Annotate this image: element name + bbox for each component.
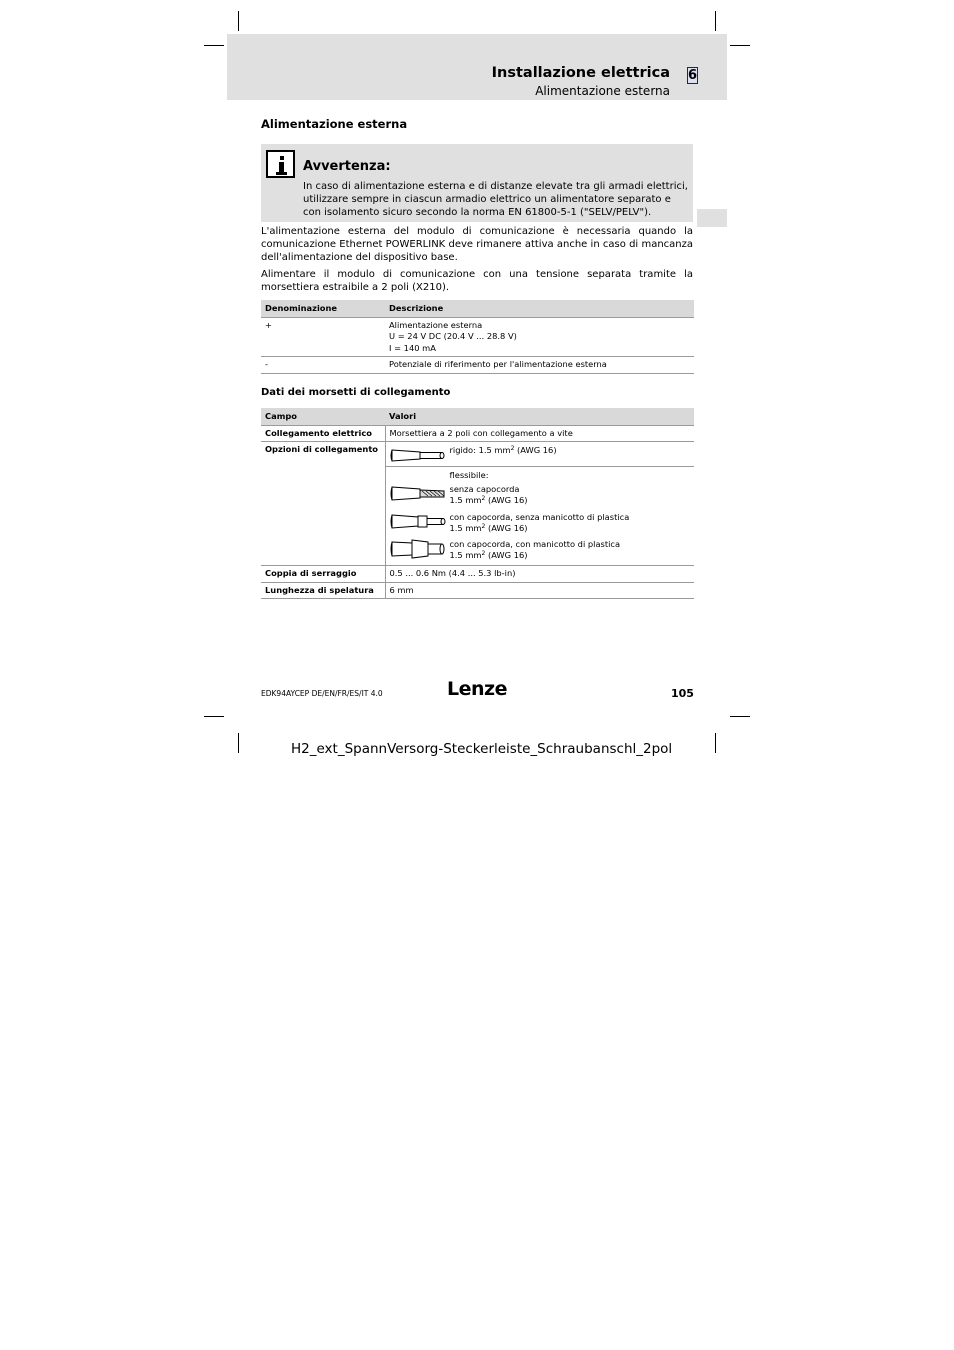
crop-mark: [715, 11, 716, 31]
table-header-row: [261, 300, 694, 317]
option-rigid: rigido: 1.5 $mm^2$ (AWG 16): [449, 445, 557, 455]
file-caption: H2_ext_SpannVersorg-Steckerleiste_Schraubanschl_2pol: [291, 741, 673, 757]
lenze-logo: Lenze: [447, 678, 507, 700]
note-text: In caso di alimentazione esterna e di distanze elevate tra gli armadi elettrici, utilizzare sempre in ciascun armadio elettrico un alimentatore separato e con isolamento sicuro secondo la norma EN 61800-5-1 ("SELV/PELV").: [303, 181, 688, 218]
table-header-row: [261, 408, 694, 425]
info-icon: [266, 150, 295, 178]
body-paragraph: Alimentare il modulo di comunicazione con una tensione separata tramite la morsettiera estraibile a 2 poli (X210).: [261, 269, 693, 293]
desc-line: Alimentazione esterna: [389, 319, 483, 330]
rigid-wire-icon: [390, 444, 448, 466]
table-cell: Coppia di serraggio: [261, 566, 385, 583]
table-header-cell: Denominazione: [261, 300, 385, 317]
note-title: Avvertenza:: [303, 159, 391, 174]
crop-mark: [730, 716, 750, 717]
crop-mark: [238, 11, 239, 31]
table-cell: [385, 442, 694, 566]
section-title: Alimentazione esterna: [261, 117, 408, 131]
ferrule-sleeve-wire-icon: [390, 537, 448, 561]
stranded-wire-icon: [390, 482, 448, 504]
table-cell: -: [261, 357, 385, 374]
ferrule-wire-icon: [390, 510, 448, 532]
table-header-cell: Campo: [261, 408, 385, 425]
terminal-data-table: [261, 408, 694, 599]
crop-mark: [730, 45, 750, 46]
side-tab: [697, 209, 727, 227]
chapter-subtitle: Alimentazione esterna: [535, 84, 670, 98]
option-ferrule-sleeve: con capocorda, con manicotto di plastica 1.5 $mm^2$ (AWG 16): [449, 539, 621, 560]
desc-line: U = 24 V DC (20.4 V ... 28.8 V): [389, 331, 517, 341]
crop-mark: [715, 733, 716, 753]
chapter-number: 6: [688, 68, 698, 83]
table-row: [261, 317, 694, 357]
footer-doc-code: EDK94AYCEP DE/EN/FR/ES/IT 4.0: [261, 689, 383, 698]
option-separator: [386, 466, 695, 467]
note-box: [261, 144, 693, 222]
table-cell: Potenziale di riferimento per l'alimentazione esterna: [385, 357, 694, 374]
crop-mark: [204, 716, 224, 717]
table-cell: Morsettiera a 2 poli con collegamento a vite: [385, 425, 694, 442]
page-number: 105: [671, 687, 694, 700]
table-header-cell: Valori: [385, 408, 694, 425]
crop-mark: [238, 733, 239, 753]
table-cell: +: [261, 317, 385, 357]
table-cell: 0.5 ... 0.6 Nm (4.4 ... 5.3 lb-in): [385, 566, 694, 583]
option-ferrule-no-sleeve: con capocorda, senza manicotto di plastica 1.5 $mm^2$ (AWG 16): [449, 512, 630, 533]
table-cell: [385, 317, 694, 357]
option-flexible-label: flessibile:: [449, 470, 489, 480]
table-row: [261, 442, 694, 566]
table-row: [261, 357, 694, 374]
table-row: [261, 566, 694, 583]
connection-options: [386, 442, 695, 565]
terminal-description-table: [261, 300, 694, 374]
terminal-data-title: Dati dei morsetti di collegamento: [261, 387, 451, 398]
table-row: [261, 425, 694, 442]
desc-line: I = 140 mA: [389, 342, 436, 353]
crop-mark: [204, 45, 224, 46]
table-header-cell: Descrizione: [385, 300, 694, 317]
table-cell: 6 mm: [385, 582, 694, 599]
table-row: [261, 582, 694, 599]
chapter-title: Installazione elettrica: [491, 65, 670, 81]
option-no-ferrule: senza capocorda 1.5 $mm^2$ (AWG 16): [449, 484, 528, 505]
body-paragraph: L'alimentazione esterna del modulo di comunicazione è necessaria quando la comunicazione Ethernet POWERLINK deve rimanere attiva anche in caso di mancanza dell'alimentazione del dispositivo base.: [261, 226, 693, 263]
table-cell: Lunghezza di spelatura: [261, 582, 385, 599]
table-cell: Opzioni di collegamento: [261, 442, 385, 566]
table-cell: Collegamento elettrico: [261, 425, 385, 442]
